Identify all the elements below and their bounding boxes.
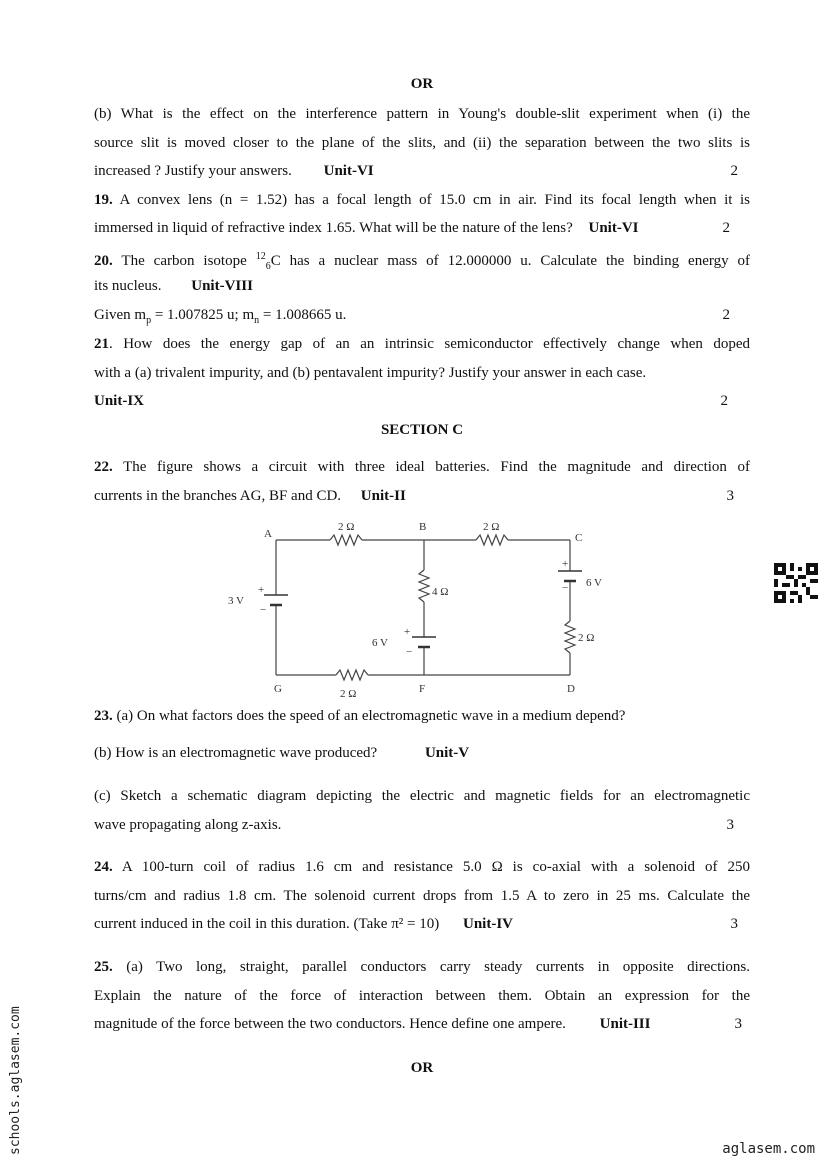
q20-given — [94, 305, 750, 331]
q24-marks: 3 — [730, 916, 738, 932]
q19-number: 19. — [94, 192, 113, 208]
battery-cd-minus: − — [562, 582, 569, 594]
q20-text2: its nucleus. — [94, 278, 162, 294]
qr-code — [774, 563, 818, 603]
q18b-line2: source slit is moved closer to the plane of the slits, and (ii) the separation between the two slits is — [94, 135, 750, 151]
q19-text: A convex lens (n = 1.52) has a focal length of 15.0 cm in air. Find its focal length when it is — [119, 192, 750, 208]
q18b-marks: 2 — [730, 163, 738, 179]
q23-b — [94, 743, 750, 763]
side-watermark: schools.aglasem.com — [8, 1006, 23, 1155]
q24-line2: turns/cm and radius 1.8 cm. The solenoid current drops from 1.5 A to zero in 25 ms. Calculate the — [94, 888, 750, 904]
q23-a-text: (a) On what factors does the speed of an electromagnetic wave in a medium depend? — [116, 708, 626, 724]
q21-text: . How does the energy gap of an an intrinsic semiconductor effectively change when doped — [109, 336, 750, 352]
q20-given-post: = 1.008665 u. — [259, 307, 347, 323]
q25-text3: magnitude of the force between the two conductors. Hence define one ampere. — [94, 1016, 566, 1032]
node-f: F — [419, 683, 426, 695]
q20-given-mid: = 1.007825 u; m — [151, 307, 255, 323]
q24-text: A 100-turn coil of radius 1.6 cm and resistance 5.0 Ω is co-axial with a solenoid of 250 — [121, 859, 750, 875]
q20-given-n: n — [254, 315, 260, 326]
q22-text2: currents in the branches AG, BF and CD. — [94, 488, 342, 504]
q21-marks: 2 — [720, 393, 728, 409]
node-d: D — [567, 683, 575, 695]
battery-ag-minus: − — [260, 604, 267, 616]
q21-number: 21 — [94, 336, 109, 352]
q21-line2: with a (a) trivalent impurity, and (b) pentavalent impurity? Justify your answer in each case. — [94, 365, 647, 381]
q22-marks: 3 — [726, 488, 734, 504]
battery-ag — [264, 595, 288, 605]
q18b-line3 — [94, 161, 750, 181]
battery-ag-label: 3 V — [228, 595, 244, 607]
node-a: A — [264, 528, 272, 540]
q25-text: (a) Two long, straight, parallel conductors carry steady currents in opposite directions. — [126, 959, 751, 975]
battery-cd-plus: + — [562, 558, 569, 570]
q20-unit: Unit-VIII — [191, 278, 253, 294]
resistor-gf-label: 2 Ω — [340, 688, 357, 700]
q24-number: 24. — [94, 859, 113, 875]
q23-b-text: (b) How is an electromagnetic wave produced? — [94, 745, 378, 761]
node-b: B — [419, 521, 427, 533]
q18b-unit: Unit-VI — [323, 163, 374, 179]
node-c: C — [575, 532, 583, 544]
q23-marks: 3 — [726, 817, 734, 833]
q23-a — [94, 706, 750, 726]
q22-unit: Unit-II — [360, 488, 406, 504]
q20-given-p: p — [146, 315, 152, 326]
q20-sub: 6 — [265, 261, 271, 272]
q20-marks: 2 — [722, 307, 730, 323]
q19-text2: immersed in liquid of refractive index 1.65. What will be the nature of the lens? — [94, 220, 573, 236]
battery-bf — [412, 637, 436, 647]
q18b-text: increased ? Justify your answers. — [94, 163, 292, 179]
resistor-bf-label: 4 Ω — [432, 586, 449, 598]
q19-unit: Unit-VI — [588, 220, 639, 236]
node-g: G — [274, 683, 282, 695]
battery-cd-label: 6 V — [586, 577, 602, 589]
q24-unit: Unit-IV — [462, 916, 513, 932]
q20-line1 — [94, 247, 750, 277]
q20-line2 — [94, 276, 750, 296]
battery-cd — [558, 571, 582, 581]
q22-number: 22. — [94, 459, 113, 475]
q21-line3 — [94, 391, 750, 411]
q18b-line1: (b) What is the effect on the interference pattern in Young's double-slit experiment when (i) the — [94, 106, 750, 122]
q22-line2 — [94, 486, 750, 506]
q25-line3 — [94, 1014, 750, 1034]
resistor-cd-label: 2 Ω — [578, 632, 595, 644]
q20-pre: The carbon isotope — [121, 253, 247, 269]
resistor-bc-label: 2 Ω — [483, 521, 500, 533]
q20-number: 20. — [94, 253, 113, 269]
battery-bf-label: 6 V — [372, 637, 388, 649]
q21-unit: Unit-IX — [94, 393, 145, 409]
section-c-heading: SECTION C — [380, 422, 464, 438]
q23-c1: (c) Sketch a schematic diagram depicting the electric and magnetic fields for an electromagnetic — [94, 788, 750, 804]
q24-line3 — [94, 914, 750, 934]
circuit-diagram — [220, 515, 620, 700]
q20-sup: 12 — [255, 251, 266, 262]
q23-number: 23. — [94, 708, 113, 724]
q20-post: C has a nuclear mass of 12.000000 u. Calculate the binding energy of — [270, 253, 751, 269]
q25-marks: 3 — [734, 1016, 742, 1032]
q19-marks: 2 — [722, 220, 730, 236]
q19-line1 — [94, 190, 750, 210]
battery-ag-plus: + — [258, 584, 265, 596]
or-heading-top: OR — [410, 76, 434, 92]
or-heading-bottom: OR — [410, 1060, 434, 1076]
q24-line1 — [94, 857, 750, 877]
q20-given-pre: Given m — [94, 307, 147, 323]
q21-line1 — [94, 334, 750, 354]
q25-line1 — [94, 957, 750, 977]
q23-unit: Unit-V — [424, 745, 470, 761]
q22-text: The figure shows a circuit with three ideal batteries. Find the magnitude and direction of — [123, 459, 750, 475]
battery-bf-minus: − — [406, 646, 413, 658]
resistor-ab-label: 2 Ω — [338, 521, 355, 533]
q22-line1 — [94, 457, 750, 477]
q23-c2 — [94, 815, 750, 835]
q25-line2: Explain the nature of the force of interaction between them. Obtain an expression for the — [94, 988, 750, 1004]
q24-text3: current induced in the coil in this duration. (Take π² = 10) — [94, 916, 440, 932]
footer-watermark: aglasem.com — [722, 1141, 815, 1157]
q19-line2 — [94, 218, 750, 238]
q25-number: 25. — [94, 959, 113, 975]
q25-unit: Unit-III — [599, 1016, 651, 1032]
battery-bf-plus: + — [404, 626, 411, 638]
q23-c2-text: wave propagating along z-axis. — [94, 817, 282, 833]
